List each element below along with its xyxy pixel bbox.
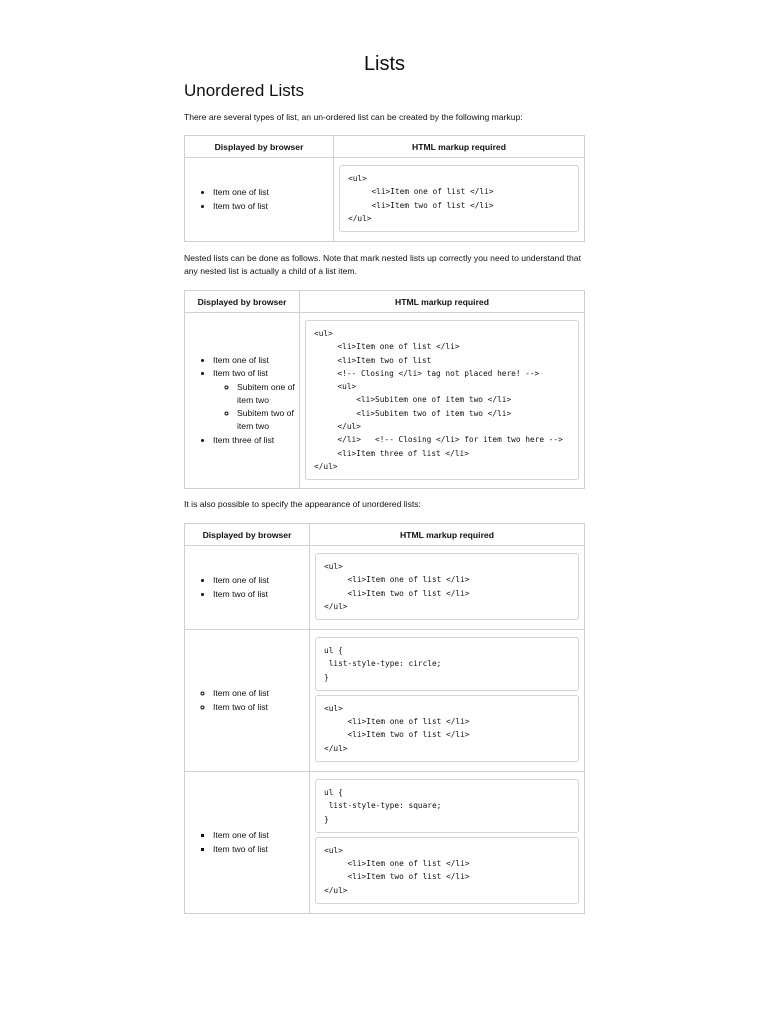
list-item: • Item two of list	[213, 200, 333, 213]
rendered-square-list	[185, 829, 309, 856]
css-code-block: ul { list-style-type: circle; }	[315, 637, 579, 691]
markup-cell	[310, 546, 585, 630]
code-block: <ul> <li>Item one of list </li> <li>Item two of list <!-- Closing </li> tag not placed here! --> <ul> <li>Subitem one of item two </li> <li>Subitem two of item two </li> </ul> </li> <!-- Closing </li> for item two here --> <li>Item three of list </li> </ul>	[305, 320, 579, 480]
list-item-text: Item two of list	[213, 368, 268, 379]
list-style-table	[184, 523, 585, 914]
page-title: Lists	[363, 53, 406, 75]
nested-list	[213, 381, 299, 434]
header-displayed: Displayed by browser	[185, 524, 310, 546]
code-block: <ul> <li>Item one of list </li> <li>Item two of list </li> </ul>	[339, 165, 579, 232]
displayed-cell	[185, 772, 310, 914]
markup-cell	[300, 313, 585, 489]
rendered-list	[185, 354, 299, 447]
list-item: ◦ Item one of list	[213, 687, 309, 700]
intro-paragraph: There are several types of list, an un-ordered list can be created by the following markup:	[184, 112, 523, 122]
rendered-list	[185, 186, 333, 213]
section-heading: Unordered Lists	[184, 81, 305, 100]
list-item: ▪ Item two of list	[213, 843, 309, 856]
list-item: ▪ Item one of list	[213, 829, 309, 842]
css-code-block: ul { list-style-type: square; }	[315, 779, 579, 833]
nested-intro-paragraph: Nested lists can be done as follows. Note that mark nested lists up correctly you need to understand that any nested list is actually a child of a list item.	[184, 253, 581, 276]
header-displayed: Displayed by browser	[185, 136, 334, 158]
list-item: • Item two of list	[213, 588, 309, 601]
displayed-cell	[185, 546, 310, 630]
markup-cell	[310, 772, 585, 914]
code-block: <ul> <li>Item one of list </li> <li>Item two of list </li> </ul>	[315, 695, 579, 762]
header-markup: HTML markup required	[334, 136, 585, 158]
list-item: • Item three of list	[213, 434, 299, 447]
nested-list-item: ◦ Subitem two of item two	[237, 407, 299, 434]
displayed-cell	[185, 158, 334, 242]
code-block: <ul> <li>Item one of list </li> <li>Item two of list </li> </ul>	[315, 837, 579, 904]
rendered-circle-list	[185, 687, 309, 714]
displayed-cell	[185, 313, 300, 489]
displayed-cell	[185, 630, 310, 772]
list-item: • Item one of list	[213, 354, 299, 367]
basic-list-table	[184, 135, 585, 242]
list-item: • Item one of list	[213, 574, 309, 587]
markup-cell	[334, 158, 585, 242]
code-block: <ul> <li>Item one of list </li> <li>Item two of list </li> </ul>	[315, 553, 579, 620]
header-displayed: Displayed by browser	[185, 291, 300, 313]
header-markup: HTML markup required	[300, 291, 585, 313]
document-page	[184, 52, 585, 914]
appearance-intro-paragraph: It is also possible to specify the appearance of unordered lists:	[184, 499, 421, 509]
markup-cell	[310, 630, 585, 772]
nested-list-table	[184, 290, 585, 489]
rendered-list	[185, 574, 309, 601]
header-markup: HTML markup required	[310, 524, 585, 546]
list-item: ◦ Item two of list	[213, 701, 309, 714]
nested-list-item: ◦ Subitem one of item two	[237, 381, 299, 408]
list-item	[213, 367, 299, 433]
list-item: • Item one of list	[213, 186, 333, 199]
